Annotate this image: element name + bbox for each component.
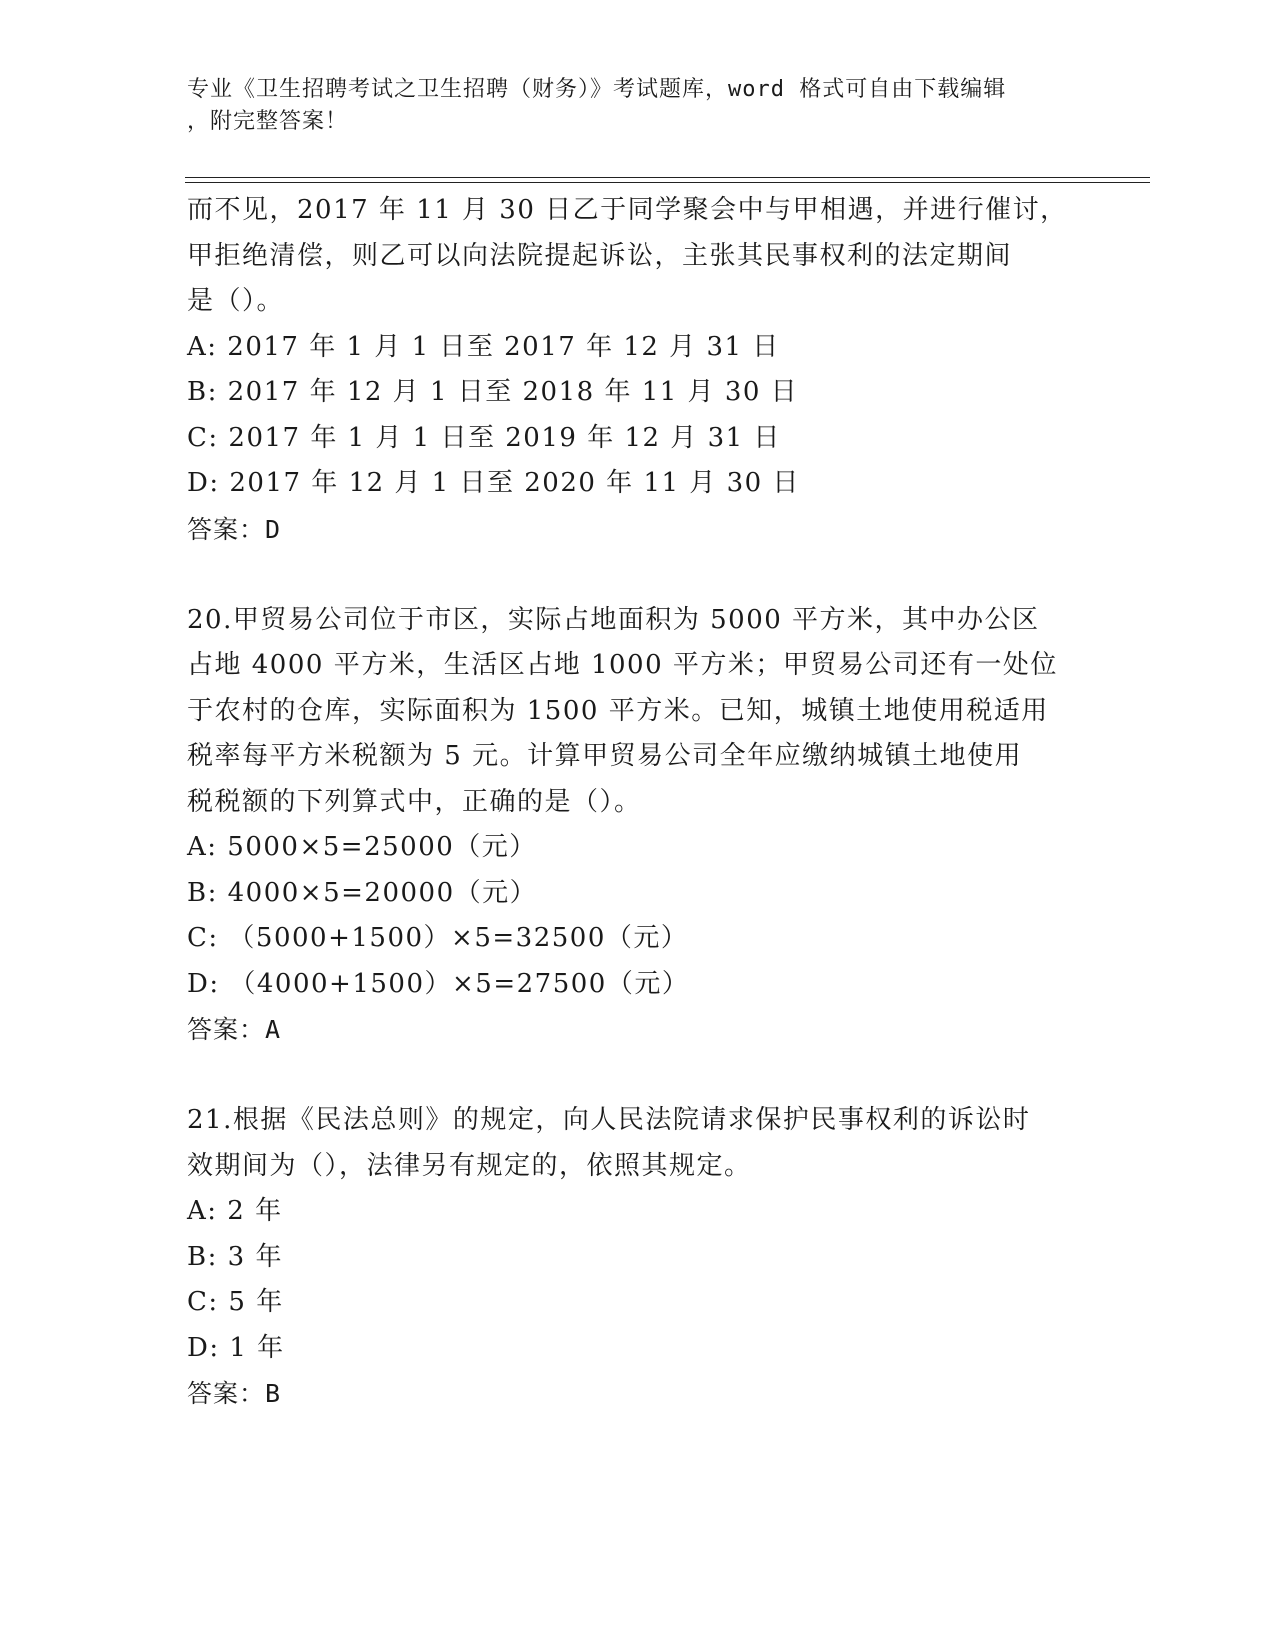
question-stem-line: 甲拒绝清偿，则乙可以向法院提起诉讼，主张其民事权利的法定期间 bbox=[187, 240, 1013, 271]
header-divider-bottom bbox=[185, 182, 1150, 183]
document-header bbox=[187, 74, 1067, 138]
question-21-block bbox=[187, 1098, 1087, 1417]
answer-label: 答案：B bbox=[187, 1379, 282, 1408]
header-title-line-2: ，附完整答案！ bbox=[187, 109, 349, 134]
question-20-block bbox=[187, 598, 1087, 1053]
option-a: A: 5000×5=25000（元） bbox=[187, 832, 537, 862]
option-a: A: 2 年 bbox=[187, 1196, 283, 1226]
question-stem-line: 20.甲贸易公司位于市区，实际占地面积为 5000 平方米，其中办公区 bbox=[187, 604, 1040, 635]
question-content bbox=[187, 188, 1087, 1417]
answer-label: 答案：A bbox=[187, 1015, 282, 1044]
question-stem-line: 税率每平方米税额为 5 元。计算甲贸易公司全年应缴纳城镇土地使用 bbox=[187, 741, 1023, 771]
option-d: D: 2017 年 12 月 1 日至 2020 年 11 月 30 日 bbox=[187, 468, 800, 498]
option-c: C: 2017 年 1 月 1 日至 2019 年 12 月 31 日 bbox=[187, 422, 781, 453]
option-b: B: 4000×5=20000（元） bbox=[187, 877, 538, 908]
option-d: D: 1 年 bbox=[187, 1332, 285, 1363]
question-stem-line: 占地 4000 平方米，生活区占地 1000 平方米；甲贸易公司还有一处位 bbox=[187, 650, 1058, 680]
header-divider-top bbox=[185, 177, 1150, 178]
option-c: C: 5 年 bbox=[187, 1287, 284, 1317]
header-title-line-1: 专业《卫生招聘考试之卫生招聘（财务）》考试题库，word 格式可自由下载编辑 bbox=[187, 77, 1007, 102]
option-b: B: 2017 年 12 月 1 日至 2018 年 11 月 30 日 bbox=[187, 377, 799, 407]
option-c: C: （5000+1500）×5=32500（元） bbox=[187, 923, 689, 953]
spacer bbox=[187, 552, 1087, 598]
question-19-block bbox=[187, 188, 1087, 552]
question-stem-line: 税税额的下列算式中，正确的是（）。 bbox=[187, 786, 642, 817]
answer-label: 答案：D bbox=[187, 514, 282, 544]
question-stem-line: 21.根据《民法总则》的规定，向人民法院请求保护民事权利的诉讼时 bbox=[187, 1105, 1031, 1135]
question-stem-line: 于农村的仓库，实际面积为 1500 平方米。已知，城镇土地使用税适用 bbox=[187, 695, 1049, 726]
option-b: B: 3 年 bbox=[187, 1241, 283, 1272]
question-stem-line: 而不见，2017 年 11 月 30 日乙于同学聚会中与甲相遇，并进行催讨， bbox=[187, 195, 1068, 225]
question-stem-line: 是（）。 bbox=[187, 286, 285, 316]
spacer bbox=[187, 1053, 1087, 1099]
option-a: A: 2017 年 1 月 1 日至 2017 年 12 月 31 日 bbox=[187, 331, 780, 362]
option-d: D: （4000+1500）×5=27500（元） bbox=[187, 968, 690, 999]
question-stem-line: 效期间为（），法律另有规定的，依照其规定。 bbox=[187, 1150, 752, 1181]
